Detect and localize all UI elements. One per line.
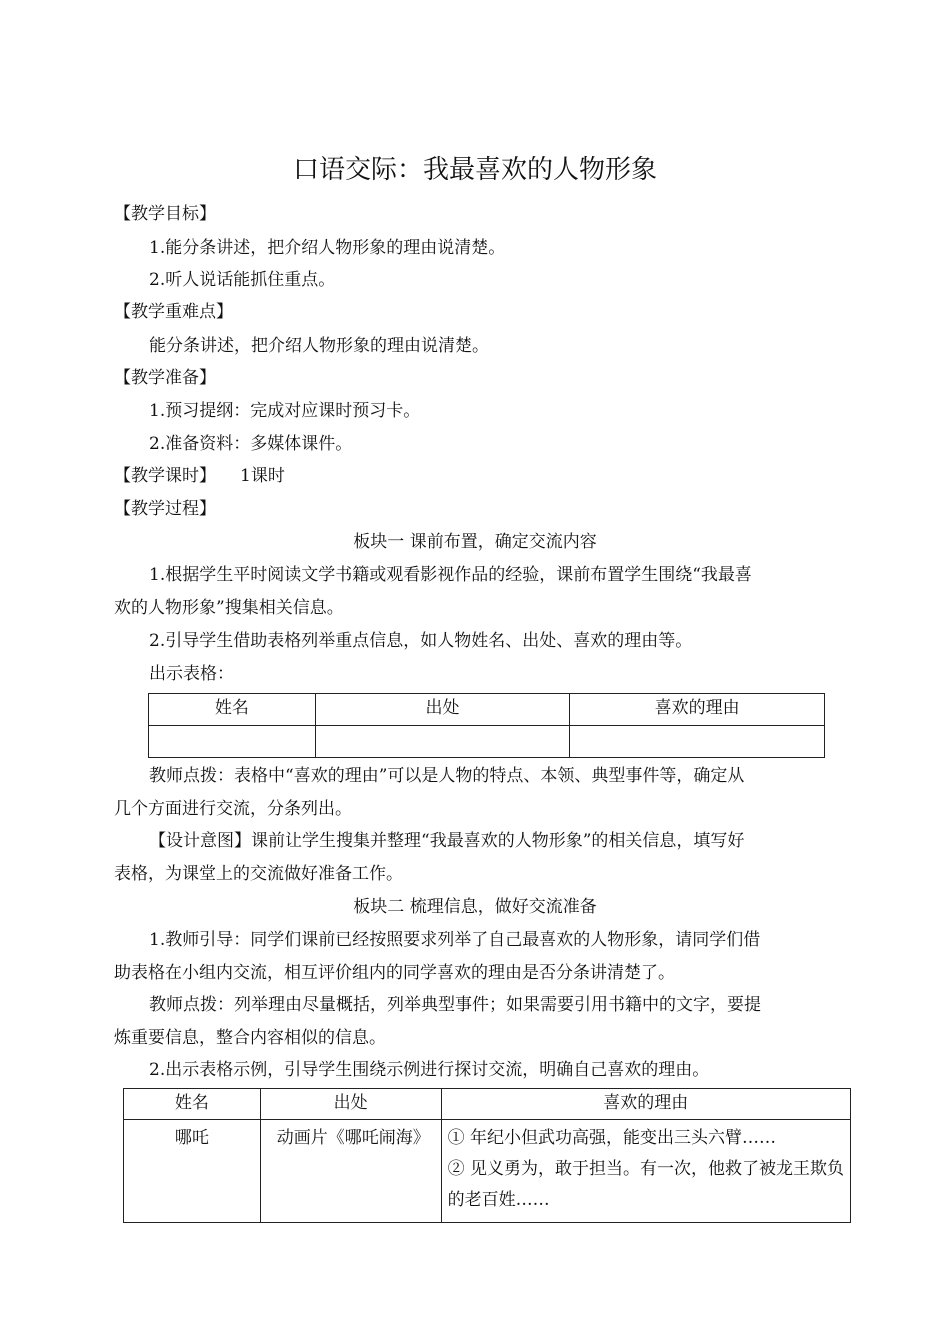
preparation-item: 1.预习提纲：完成对应课时预习卡。 (149, 401, 421, 421)
table-header-source: 出处 (260, 1089, 441, 1120)
table-cell-empty (149, 726, 316, 758)
info-table-blank (148, 693, 825, 758)
block1-teacher-tip: 教师点拨：表格中“喜欢的理由”可以是人物的特点、本领、典型事件等，确定从 (149, 766, 745, 786)
table-cell-reason (441, 1120, 850, 1223)
hours-line (114, 464, 285, 488)
block1-title: 板块一 课前布置，确定交流内容 (353, 532, 597, 552)
block1-paragraph2: 2.引导学生借助表格列举重点信息，如人物姓名、出处、喜欢的理由等。 (149, 631, 693, 651)
reason-item: ① 年纪小但武功高强，能变出三头六臂…… (447, 1128, 776, 1148)
block2-paragraph2: 2.出示表格示例，引导学生围绕示例进行探讨交流，明确自己喜欢的理由。 (149, 1060, 710, 1080)
block2-paragraph1: 1.教师引导：同学们课前已经按照要求列举了自己最喜欢的人物形象，请同学们借 (149, 930, 761, 950)
table-header-reason: 喜欢的理由 (570, 694, 825, 726)
block2-paragraph1-cont: 助表格在小组内交流，相互评价组内的同学喜欢的理由是否分条讲清楚了。 (114, 963, 675, 983)
hours-heading: 【教学课时】 (114, 466, 216, 486)
table-cell-source: 动画片《哪吒闹海》 (260, 1120, 441, 1223)
table-header-name: 姓名 (149, 694, 316, 726)
block2-title: 板块二 梳理信息，做好交流准备 (353, 897, 597, 917)
reason-item: ② 见义勇为，敢于担当。有一次，他救了被龙王欺负的老百姓…… (447, 1159, 844, 1210)
table-header-reason: 喜欢的理由 (441, 1089, 850, 1120)
goal-item: 1.能分条讲述，把介绍人物形象的理由说清楚。 (149, 238, 506, 258)
example-table (123, 1088, 851, 1223)
preparation-item: 2.准备资料：多媒体课件。 (149, 434, 353, 454)
goals-heading: 【教学目标】 (114, 204, 216, 224)
goal-item: 2.听人说话能抓住重点。 (149, 270, 336, 290)
table-row (124, 1120, 851, 1223)
table-cell-empty (570, 726, 825, 758)
table-header-source: 出处 (315, 694, 570, 726)
block1-design-intent-cont: 表格，为课堂上的交流做好准备工作。 (114, 864, 403, 884)
page-title: 口语交际：我最喜欢的人物形象 (292, 155, 657, 185)
table-header-name: 姓名 (124, 1089, 261, 1120)
block2-teacher-tip-cont: 炼重要信息，整合内容相似的信息。 (114, 1028, 386, 1048)
hours-value: 1课时 (240, 466, 285, 486)
block1-paragraph1: 1.根据学生平时阅读文学书籍或观看影视作品的经验，课前布置学生围绕“我最喜 (149, 565, 752, 585)
key-points-text: 能分条讲述，把介绍人物形象的理由说清楚。 (149, 336, 489, 356)
key-points-heading: 【教学重难点】 (114, 302, 233, 322)
block2-teacher-tip: 教师点拨：列举理由尽量概括，列举典型事件；如果需要引用书籍中的文字，要提 (149, 995, 761, 1015)
process-heading: 【教学过程】 (114, 499, 216, 519)
block1-teacher-tip-cont: 几个方面进行交流，分条列出。 (114, 799, 352, 819)
table-cell-empty (315, 726, 570, 758)
show-table-label: 出示表格： (149, 664, 234, 684)
block1-design-intent: 【设计意图】课前让学生搜集并整理“我最喜欢的人物形象”的相关信息，填写好 (149, 831, 745, 851)
block1-paragraph1-cont: 欢的人物形象”搜集相关信息。 (114, 598, 344, 618)
preparation-heading: 【教学准备】 (114, 368, 216, 388)
table-cell-name: 哪吒 (124, 1120, 261, 1223)
